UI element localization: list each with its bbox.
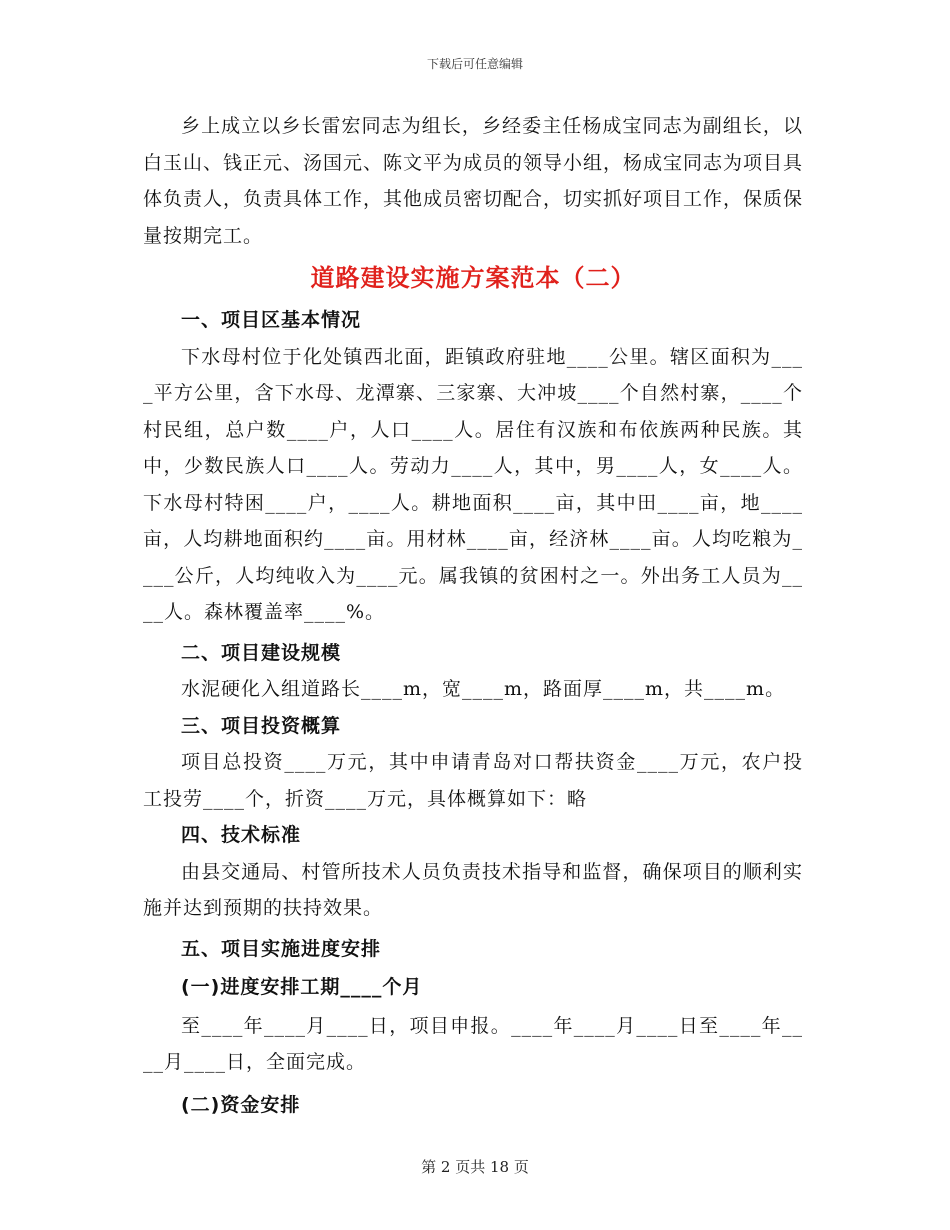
section-paragraph-3: 项目总投资____万元，其中申请青岛对口帮扶资金____万元，农户投工投劳____个，折资____万元，具体概算如下：略 [143,751,803,810]
document-body [143,108,803,1123]
section-heading-5: 五、项目实施进度安排 [181,937,382,960]
subsection-heading-funding: (二)资金安排 [181,1093,301,1116]
document-title: 道路建设实施方案范本（二） [310,264,636,292]
section-heading-1: 一、项目区基本情况 [181,309,362,331]
section-paragraph-1: 下水母村位于化处镇西北面，距镇政府驻地____公里。辖区面积为____平方公里，含下水母、龙潭寨、三家寨、大冲坡____个自然村寨，____个村民组，总户数____户，人口____人。居住有汉族和布依族两种民族。其中，少数民族人口____人。劳动力____人，其中，男____人，女____人。下水母村特困____户，____人。耕地面积____亩，其中田____亩，地____亩，人均耕地面积约____亩。用材林____亩，经济林____亩。人均吃粮为____公斤，人均纯收入为____元。属我镇的贫困村之一。外出务工人员为____人。森林覆盖率____%。 [143,345,803,623]
section-paragraph-4: 由县交通局、村管所技术人员负责技术指导和监督，确保项目的顺利实施并达到预期的扶持效果。 [143,860,803,919]
section-paragraph-2: 水泥硬化入组道路长____m，宽____m，路面厚____m，共____m。 [181,678,786,700]
section-heading-3: 三、项目投资概算 [181,714,342,737]
subsection-heading-schedule: (一)进度安排工期____个月 [181,976,423,998]
section-heading-2: 二、项目建设规模 [181,641,342,664]
intro-paragraph: 乡上成立以乡长雷宏同志为组长，乡经委主任杨成宝同志为副组长，以白玉山、钱正元、汤国元、陈文平为成员的领导小组，杨成宝同志为项目具体负责人，负责具体工作，其他成员密切配合，切实抓好项目工作，保质保量按期完工。 [143,115,804,247]
page-footer: 第 2 页共 18 页 [421,1158,529,1176]
page-header: 下载后可任意编辑 [426,57,523,71]
schedule-paragraph: 至____年____月____日，项目申报。____年____月____日至____年____月____日，全面完成。 [143,1014,803,1073]
section-heading-4: 四、技术标准 [181,824,302,846]
